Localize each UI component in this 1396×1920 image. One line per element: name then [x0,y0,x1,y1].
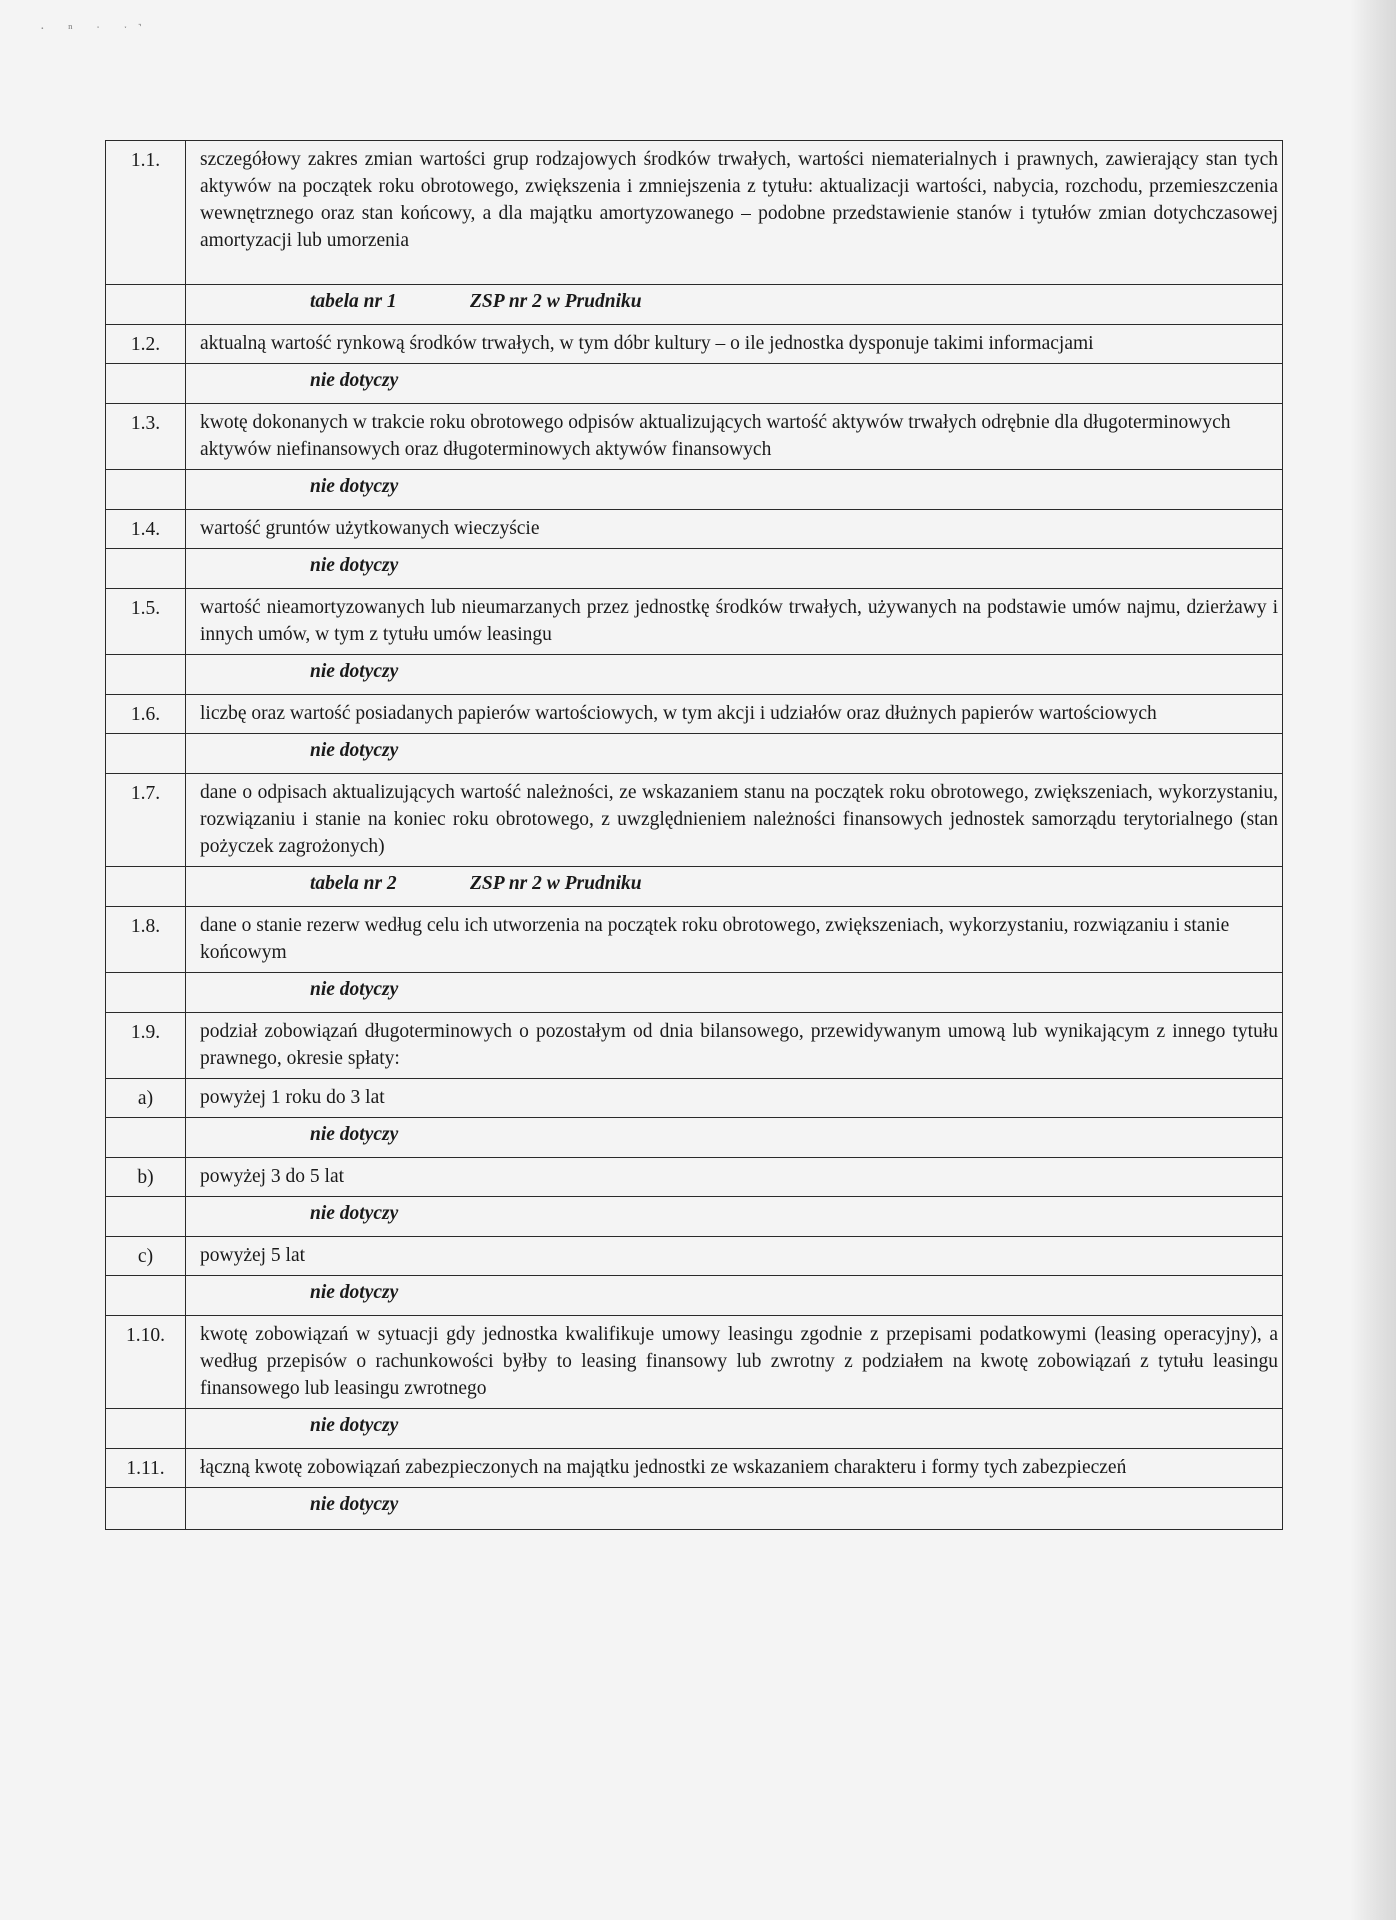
row-number: 1.1. [106,141,186,285]
not-applicable-note: nie dotyczy [186,1118,1283,1158]
row-description: kwotę zobowiązań w sytuacji gdy jednostka kwalifikuje umowy leasingu zgodnie z przepisami podatkowymi (leasing operacyjny), a według przepisów o rachunkowości byłby to leasing finansowy lub zwrotny z podziałem na kwotę zobowiązań z tytułu leasingu finansowego lub leasingu zwrotnego [186,1316,1283,1409]
not-applicable-note: nie dotyczy [186,364,1283,404]
table-row [106,907,1283,973]
page-edge-shadow [1350,0,1396,1920]
row-number: 1.9. [106,1013,186,1079]
table-row [106,695,1283,734]
table-row [106,1316,1283,1409]
not-applicable-note: nie dotyczy [186,655,1283,695]
unit-name: ZSP nr 2 w Prudniku [470,291,642,312]
table-row [106,1079,1283,1118]
table-row [106,589,1283,655]
table-row [106,1449,1283,1488]
row-description: wartość gruntów użytkowanych wieczyście [186,510,1283,549]
note-row [106,364,1283,404]
table-row [106,404,1283,470]
note-row [106,1197,1283,1237]
note-row [106,1118,1283,1158]
table-row [106,325,1283,364]
note-row [106,470,1283,510]
table-ref-label: tabela nr 1 [310,291,397,312]
row-number: 1.3. [106,404,186,470]
note-row [106,549,1283,589]
row-description: powyżej 5 lat [186,1237,1283,1276]
row-description: podział zobowiązań długoterminowych o pozostałym od dnia bilansowego, przewidywanym umową lub wynikającym z innego tytułu prawnego, okresie spłaty: [186,1013,1283,1079]
note-row [106,973,1283,1013]
table-ref-row [106,285,1283,325]
note-row [106,655,1283,695]
row-number: 1.11. [106,1449,186,1488]
table-row [106,774,1283,867]
row-number: 1.7. [106,774,186,867]
disclosure-table [105,140,1283,1530]
row-number: 1.10. [106,1316,186,1409]
row-number: 1.2. [106,325,186,364]
scan-specks: · ⁿ ˑ ˑ˺ [40,22,153,37]
not-applicable-note: nie dotyczy [186,1488,1283,1530]
table-row [106,141,1283,285]
table-row [106,1237,1283,1276]
row-description: powyżej 1 roku do 3 lat [186,1079,1283,1118]
not-applicable-note: nie dotyczy [186,734,1283,774]
row-description: liczbę oraz wartość posiadanych papierów wartościowych, w tym akcji i udziałów oraz dłużnych papierów wartościowych [186,695,1283,734]
row-description: dane o odpisach aktualizujących wartość należności, ze wskazaniem stanu na początek roku obrotowego, zwiększeniach, wykorzystaniu, rozwiązaniu i stanie na koniec roku obrotowego, z uwzględnieniem należności finansowych jednostek samorządu terytorialnego (stan pożyczek zagrożonych) [186,774,1283,867]
not-applicable-note: nie dotyczy [186,1197,1283,1237]
table-ref-row [106,867,1283,907]
not-applicable-note: nie dotyczy [186,973,1283,1013]
table-ref-label: tabela nr 2 [310,873,397,894]
not-applicable-note: nie dotyczy [186,470,1283,510]
not-applicable-note: nie dotyczy [186,1409,1283,1449]
row-number: b) [106,1158,186,1197]
table-reference [186,867,1283,907]
table-row [106,1158,1283,1197]
row-number: 1.4. [106,510,186,549]
row-number: 1.8. [106,907,186,973]
row-description: powyżej 3 do 5 lat [186,1158,1283,1197]
row-description: dane o stanie rezerw według celu ich utworzenia na początek roku obrotowego, zwiększeniach, wykorzystaniu, rozwiązaniu i stanie końcowym [186,907,1283,973]
not-applicable-note: nie dotyczy [186,1276,1283,1316]
row-number: 1.5. [106,589,186,655]
note-row [106,1276,1283,1316]
row-number: c) [106,1237,186,1276]
note-row [106,734,1283,774]
row-description: szczegółowy zakres zmian wartości grup rodzajowych środków trwałych, wartości niematerialnych i prawnych, zawierający stan tych aktywów na początek roku obrotowego, zwiększenia i zmniejszenia z tytułu: aktualizacji wartości, nabycia, rozchodu, przemieszczenia wewnętrznego oraz stan końcowy, a dla majątku amortyzowanego – podobne przedstawienie stanów i tytułów zmian dotychczasowej amortyzacji lub umorzenia [186,141,1283,285]
row-description: wartość nieamortyzowanych lub nieumarzanych przez jednostkę środków trwałych, używanych na podstawie umów najmu, dzierżawy i innych umów, w tym z tytułu umów leasingu [186,589,1283,655]
table-reference [186,285,1283,325]
row-number: 1.6. [106,695,186,734]
row-description: łączną kwotę zobowiązań zabezpieczonych na majątku jednostki ze wskazaniem charakteru i formy tych zabezpieczeń [186,1449,1283,1488]
row-description: aktualną wartość rynkową środków trwałych, w tym dóbr kultury – o ile jednostka dysponuje takimi informacjami [186,325,1283,364]
note-row [106,1488,1283,1530]
unit-name: ZSP nr 2 w Prudniku [470,873,642,894]
row-number: a) [106,1079,186,1118]
table-row [106,1013,1283,1079]
not-applicable-note: nie dotyczy [186,549,1283,589]
note-row [106,1409,1283,1449]
table-row [106,510,1283,549]
row-description: kwotę dokonanych w trakcie roku obrotowego odpisów aktualizujących wartość aktywów trwałych odrębnie dla długoterminowych aktywów niefinansowych oraz długoterminowych aktywów finansowych [186,404,1283,470]
